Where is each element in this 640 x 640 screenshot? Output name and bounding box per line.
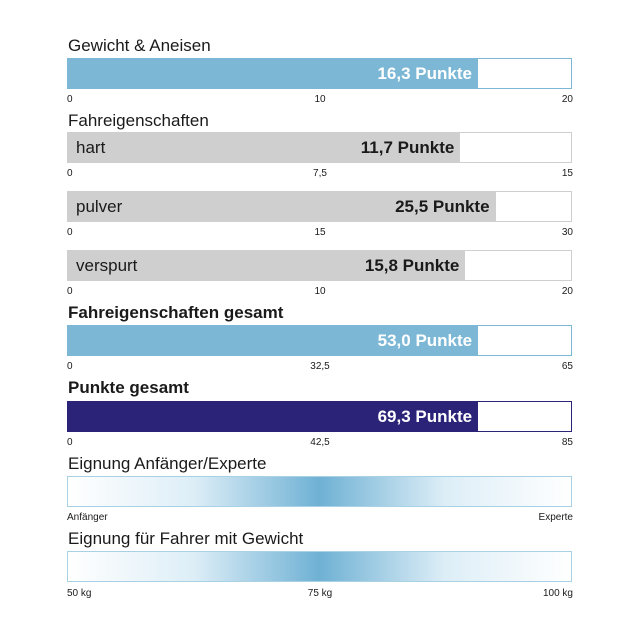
bar-hart-label: hart	[76, 138, 106, 157]
tick-punkte-min: 0	[67, 437, 73, 448]
title-eignung-gewicht: Eignung für Fahrer mit Gewicht	[68, 529, 304, 548]
gradient-eignung-level	[67, 476, 572, 507]
tick-verspurt-min: 0	[67, 286, 73, 297]
bar-hart	[67, 132, 572, 163]
tick-hart-min: 0	[67, 168, 73, 179]
tick-pulver-min: 0	[67, 227, 73, 238]
tick-gewicht-mid: 10	[314, 94, 326, 105]
label-75kg: 75 kg	[307, 588, 333, 599]
title-fahreigenschaften-gesamt: Fahreigenschaften gesamt	[68, 303, 284, 322]
bar-punkte-gesamt-value: 69,3 Punkte	[377, 407, 473, 426]
label-50kg: 50 kg	[67, 588, 92, 599]
bar-verspurt	[67, 250, 572, 281]
title-gewicht: Gewicht & Aneisen	[68, 36, 211, 55]
tick-gewicht-min: 0	[67, 94, 73, 105]
bar-pulver	[67, 191, 572, 222]
tick-verspurt-max: 20	[561, 286, 573, 297]
tick-pulver-mid: 15	[314, 227, 326, 238]
tick-hart-max: 15	[561, 168, 573, 179]
bar-punkte-gesamt	[67, 401, 572, 432]
bar-gewicht	[67, 58, 572, 89]
tick-pulver-max: 30	[561, 227, 573, 238]
tick-fahr-gesamt-min: 0	[67, 361, 73, 372]
bar-hart-value: 11,7 Punkte	[360, 138, 455, 157]
bar-pulver-value: 25,5 Punkte	[395, 197, 490, 216]
title-fahreigenschaften: Fahreigenschaften	[68, 111, 209, 130]
bar-fahreigenschaften-gesamt	[67, 325, 572, 356]
bar-fahreigenschaften-gesamt-value: 53,0 Punkte	[377, 331, 473, 350]
tick-punkte-mid: 42,5	[310, 437, 330, 448]
title-eignung-level: Eignung Anfänger/Experte	[68, 454, 267, 473]
tick-gewicht-max: 20	[561, 94, 573, 105]
label-100kg: 100 kg	[542, 588, 573, 599]
label-experte: Experte	[538, 512, 573, 523]
bar-pulver-label: pulver	[76, 197, 123, 216]
tick-verspurt-mid: 10	[314, 286, 326, 297]
bar-gewicht-value: 16,3 Punkte	[377, 64, 472, 83]
bar-verspurt-label: verspurt	[76, 256, 138, 275]
tick-hart-mid: 7,5	[313, 168, 327, 179]
tick-punkte-max: 85	[561, 437, 573, 448]
gradient-eignung-gewicht	[67, 551, 572, 582]
title-punkte-gesamt: Punkte gesamt	[68, 378, 189, 397]
tick-fahr-gesamt-mid: 32,5	[310, 361, 330, 372]
label-anfaenger: Anfänger	[67, 512, 108, 523]
bar-verspurt-value: 15,8 Punkte	[364, 256, 460, 275]
tick-fahr-gesamt-max: 65	[561, 361, 573, 372]
